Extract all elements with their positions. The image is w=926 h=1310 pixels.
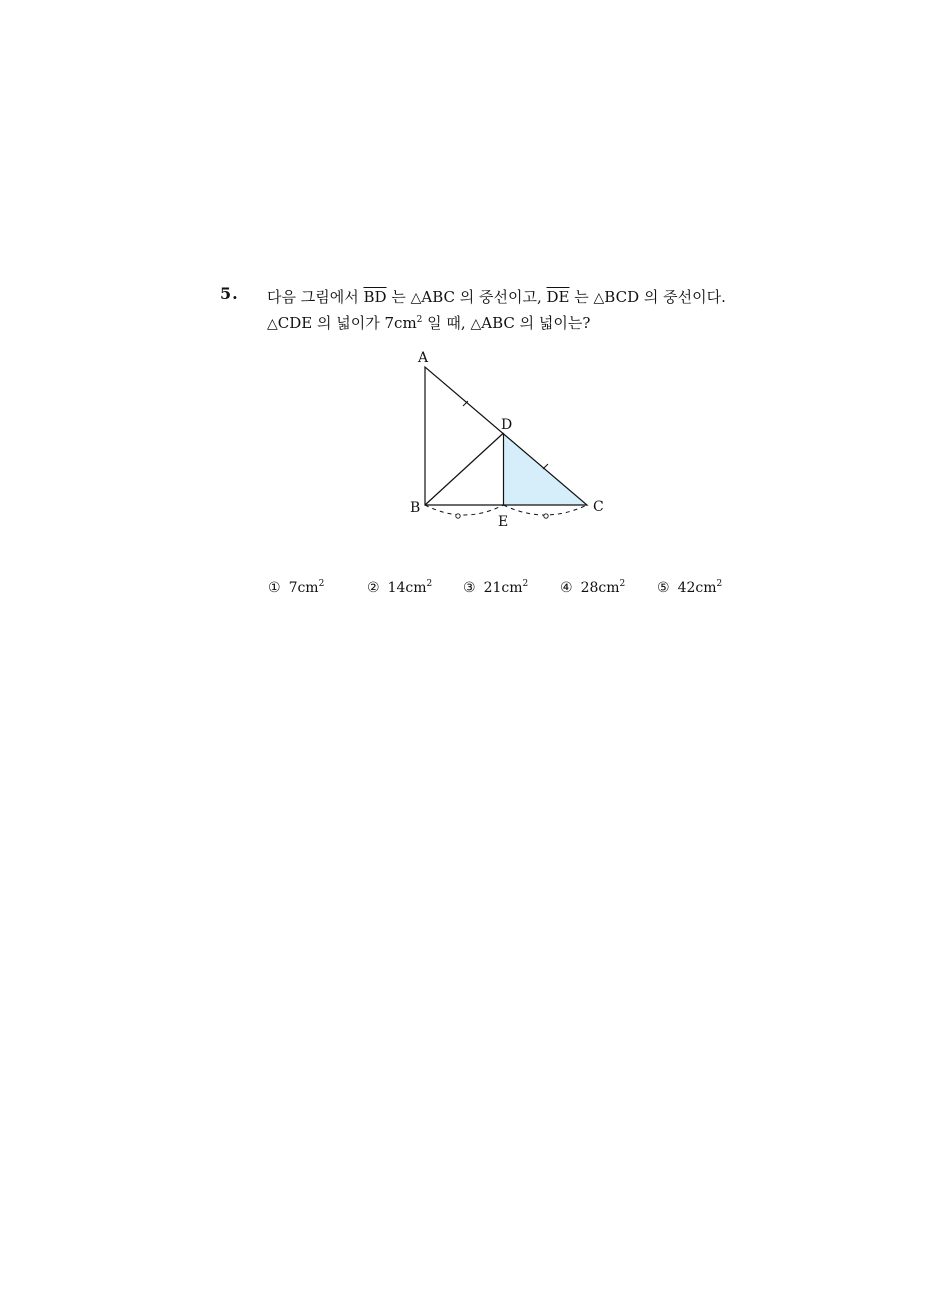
segment-de: $\overline{DE}$ [546,288,570,306]
choice-value: 42cm [677,580,717,596]
label-c: C [593,499,604,515]
tick-mark-dc [543,464,548,469]
question-text: 다음 그림에서 [267,288,364,306]
choice-marker: ③ [463,580,476,596]
choice-value: 7cm [288,580,319,596]
triangle-symbol: △ [410,290,422,306]
question-text: CDE 의 넓이가 7cm [277,314,417,332]
triangle-symbol: △ [593,290,605,306]
label-b: B [410,500,421,516]
choice-value: 21cm [483,580,523,596]
question-text: 는 [569,288,594,306]
choice-4[interactable] [560,580,625,596]
superscript: 2 [619,579,626,589]
label-a: A [418,350,429,366]
triangle-figure [395,345,625,535]
choice-marker: ① [268,580,281,596]
superscript: 2 [416,315,423,325]
superscript: 2 [318,579,325,589]
question-text: 는 [386,288,411,306]
choice-marker: ⑤ [657,580,670,596]
question-line-1 [267,286,726,307]
choice-5[interactable] [657,580,722,596]
question-line-2 [267,312,590,333]
equal-mark-be [456,514,460,518]
superscript: 2 [426,579,433,589]
superscript: 2 [522,579,529,589]
triangle-symbol: △ [470,316,482,332]
label-d: D [501,417,513,433]
label-e: E [498,514,509,530]
question-text: BCD 의 중선이다. [604,288,726,306]
choice-marker: ④ [560,580,573,596]
choice-marker: ② [367,580,380,596]
choice-3[interactable] [463,580,528,596]
choice-1[interactable] [268,580,324,596]
triangle-symbol: △ [267,316,278,332]
problem-number: 5. [220,284,239,303]
dashed-arc-be [425,505,504,515]
equal-mark-ec [544,514,548,518]
choice-2[interactable] [367,580,432,596]
segment-bd: $\overline{BD}$ [363,288,387,306]
choice-value: 28cm [580,580,620,596]
choice-value: 14cm [387,580,427,596]
superscript: 2 [716,579,723,589]
median-bd [425,433,504,505]
question-text: ABC 의 중선이고, [421,288,547,306]
question-text: ABC 의 넓이는? [481,314,591,332]
question-text: 일 때, [422,314,471,332]
